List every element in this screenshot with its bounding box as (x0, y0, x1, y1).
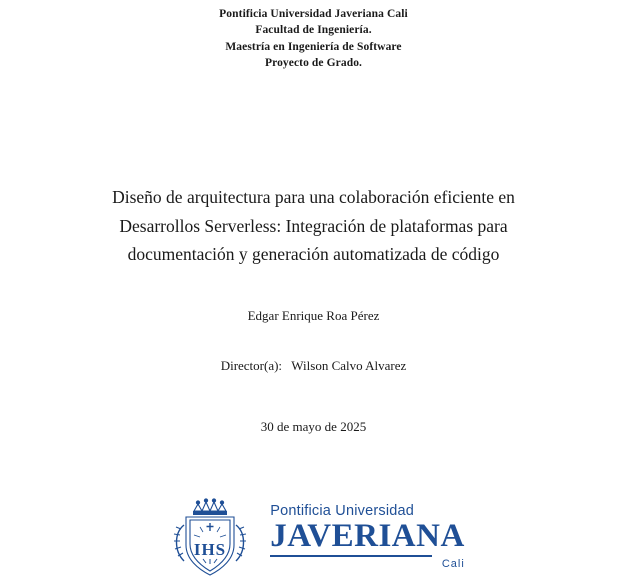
header-line-faculty: Facultad de Ingeniería. (255, 24, 372, 37)
header-line-document-type: Proyecto de Grado. (264, 56, 363, 69)
wordmark-pontificia: Pontificia Universidad (270, 502, 415, 519)
submission-date: 30 de mayo de 2025 (260, 419, 367, 435)
wordmark-divider (270, 555, 432, 557)
director-line (0, 358, 627, 374)
title-line-2: Desarrollos Serverless: Integración de plataformas para (119, 215, 508, 236)
director-label: Director(a): (220, 358, 283, 374)
svg-text:IHS: IHS (194, 540, 227, 559)
university-logo (0, 493, 627, 581)
institution-header (0, 0, 627, 71)
header-line-program: Maestría en Ingeniería de Software (225, 40, 402, 53)
university-wordmark (270, 504, 465, 571)
director-value: Wilson Calvo Alvarez (291, 358, 407, 374)
page-title (0, 183, 627, 268)
javeriana-crest-icon (162, 493, 258, 581)
header-line-university: Pontificia Universidad Javeriana Cali (219, 8, 408, 20)
author-name: Edgar Enrique Roa Pérez (247, 308, 380, 324)
wordmark-cali: Cali (441, 558, 465, 571)
wordmark-javeriana: JAVERIANA (270, 518, 465, 555)
title-line-1: Diseño de arquitectura para una colaboración eficiente en (112, 187, 515, 208)
title-line-3: documentación y generación automatizada de código (127, 244, 500, 264)
